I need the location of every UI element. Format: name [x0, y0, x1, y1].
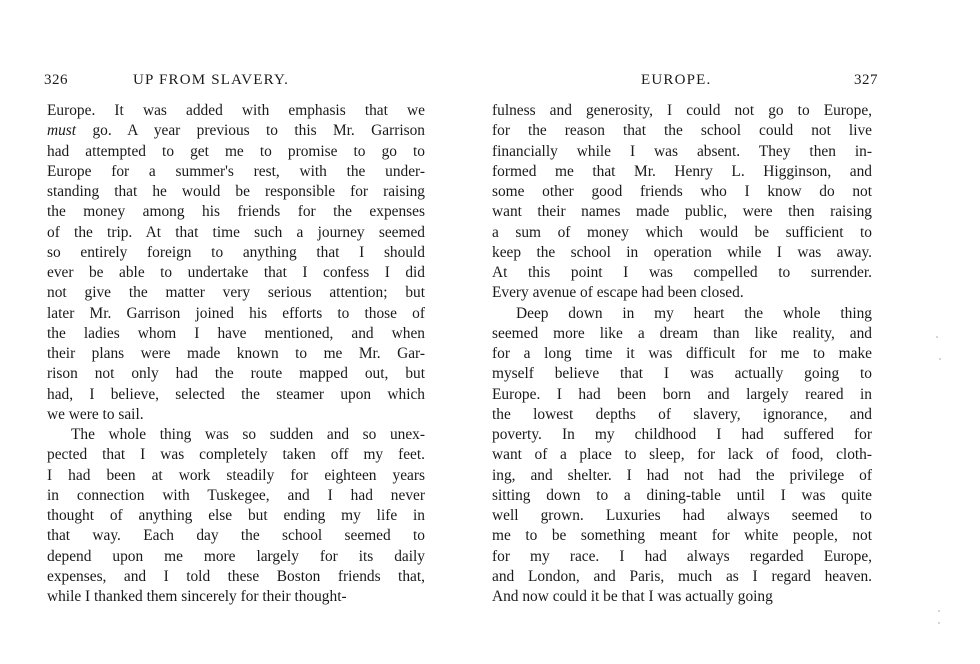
text-line: Europe for a summer's rest, with the under-: [47, 162, 425, 180]
scan-specks: [934, 330, 948, 630]
text-line: that way. Each day the school seemed to: [47, 527, 425, 545]
text-line: the money among his friends for the expenses: [47, 203, 425, 221]
text-line: want of a place to sleep, for lack of food, cloth-: [492, 446, 872, 464]
text-line: depend upon me more largely for its daily: [47, 547, 425, 565]
text-line: poverty. In my childhood I had suffered for: [492, 426, 872, 443]
right-page-text: [492, 101, 872, 607]
text-line: and London, and Paris, much as I regard heaven.: [492, 567, 872, 585]
text-line: pected that I was completely taken off my feet.: [47, 446, 425, 464]
text-line: standing that he would be responsible for raising: [47, 183, 425, 200]
text-line: had, I believe, selected the steamer upon which: [47, 385, 425, 403]
text-line: must go. A year previous to this Mr. Garrison: [47, 122, 425, 140]
text-line: fulness and generosity, I could not go to Europe,: [492, 102, 872, 119]
text-line: I had been at work steadily for eighteen years: [47, 466, 425, 484]
right-page-header: [494, 72, 878, 92]
text-line: we were to sail.: [47, 405, 144, 423]
text-line: myself believe that I was actually going to: [492, 365, 872, 383]
text-line: want their names made public, were then raising: [492, 203, 872, 221]
left-page-number: 326: [44, 72, 68, 88]
text-line: their plans were made known to me Mr. Gar-: [47, 345, 425, 362]
text-line: of the trip. At that time such a journey seemed: [47, 223, 425, 241]
text-line: for the reason that the school could not live: [492, 122, 872, 140]
text-line: ing, and shelter. I had not had the privilege of: [492, 466, 872, 484]
text-line: seemed more like a dream than like reality, and: [492, 324, 872, 342]
text-line: later Mr. Garrison joined his efforts to those of: [47, 304, 425, 322]
text-line: well grown. Luxuries had always seemed to: [492, 507, 872, 524]
text-line: thought of anything else but ending my life in: [47, 507, 425, 524]
text-line: not give the matter very serious attention; but: [47, 284, 425, 302]
text-line: Europe. I had been born and largely reared in: [492, 385, 872, 403]
text-line: so entirely foreign to anything that I should: [47, 243, 425, 261]
text-line: The whole thing was so sudden and so unex-: [71, 426, 425, 443]
text-line: had attempted to get me to promise to go to: [47, 142, 425, 160]
left-page-header: [44, 72, 428, 92]
right-running-head: EUROPE.: [641, 72, 712, 88]
text-line: me to be something meant for white people, not: [492, 527, 872, 545]
text-line: keep the school in operation while I was away.: [492, 243, 872, 261]
text-line: for a long time it was difficult for me to make: [492, 345, 872, 362]
left-page-text: [47, 101, 425, 607]
right-page-number: 327: [854, 72, 878, 88]
text-line: a sum of money which would be sufficient to: [492, 223, 872, 241]
text-line: And now could it be that I was actually going: [492, 588, 773, 605]
text-line: expenses, and I told these Boston friends that,: [47, 567, 425, 585]
text-line: financially while I was absent. They then in-: [492, 142, 872, 160]
left-running-head: UP FROM SLAVERY.: [133, 72, 290, 88]
text-line: in connection with Tuskegee, and I had never: [47, 486, 425, 504]
emphasis: must: [47, 122, 77, 140]
text-line: Europe. It was added with emphasis that we: [47, 102, 425, 119]
text-line: for my race. I had always regarded Europe,: [492, 547, 872, 565]
text-line: Every avenue of escape had been closed.: [492, 284, 744, 302]
right-page: [490, 0, 980, 664]
text-line: while I thanked them sincerely for their thought-: [47, 588, 347, 605]
text-line: the lowest depths of slavery, ignorance, and: [492, 405, 872, 423]
text-line: rison not only had the route mapped out, but: [47, 365, 425, 383]
text-line: ever be able to undertake that I confess I did: [47, 264, 425, 281]
text-line: some other good friends who I know do not: [492, 183, 872, 200]
text-line: Deep down in my heart the whole thing: [516, 304, 872, 322]
text-line: the ladies whom I have mentioned, and when: [47, 324, 425, 342]
text-line: At this point I was compelled to surrender.: [492, 264, 872, 281]
text-line: sitting down to a dining-table until I was quite: [492, 486, 872, 504]
text-line: formed me that Mr. Henry L. Higginson, and: [492, 162, 872, 180]
